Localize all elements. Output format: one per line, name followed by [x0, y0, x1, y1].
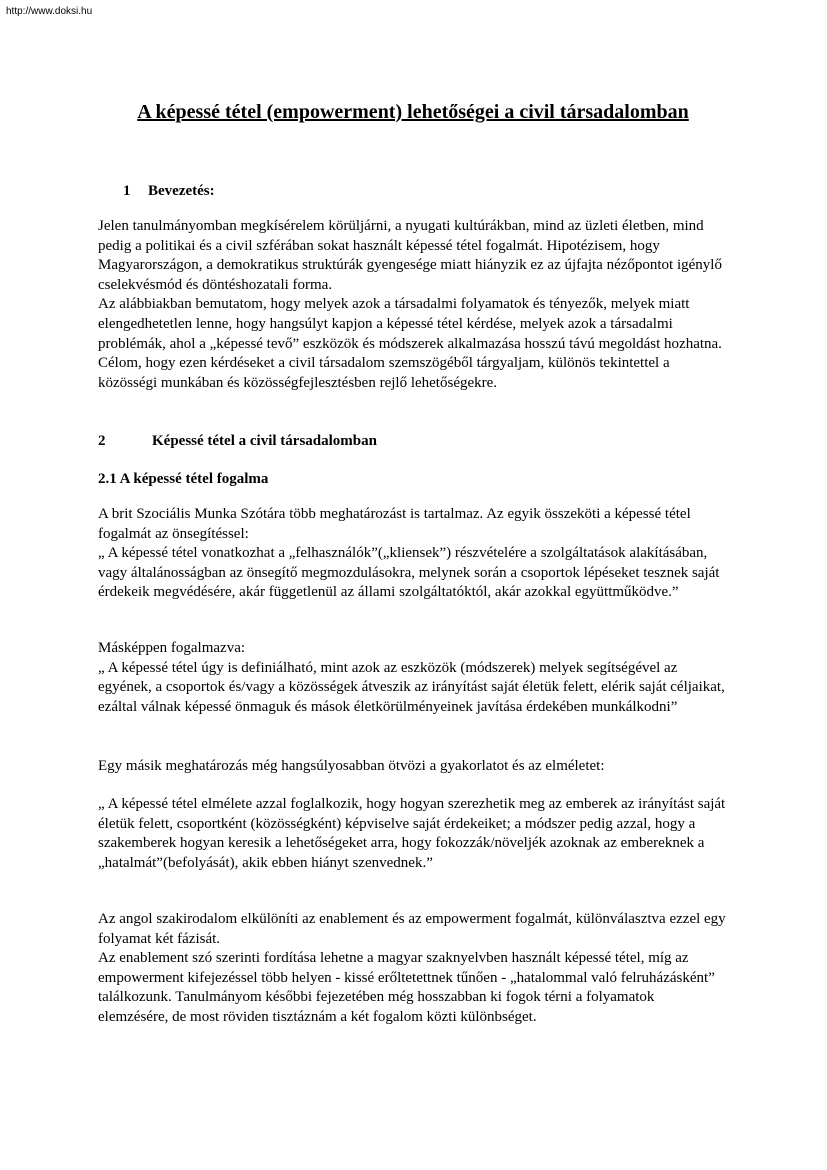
- intro-paragraph: Célom, hogy ezen kérdéseket a civil társadalom szemszögéből tárgyaljam, különös tekintettel a közösségi munkában és közösségfejlesztésben rejlő lehetőségekre.: [98, 355, 670, 391]
- section-2-title: Képessé tétel a civil társadalomban: [152, 433, 377, 449]
- section-2-number: 2: [98, 433, 106, 449]
- definition-block-3-intro: [98, 757, 728, 777]
- source-url: http://www.doksi.hu: [6, 6, 93, 17]
- definition-quote: „ A képessé tétel úgy is definiálható, mint azok az eszközök (módszerek) melyek segítségével az egyének, a csoportok és/vagy a közösségek átveszik az irányítást saját életük felett, elérik saját céljaikat, ezáltal válnak képessé önmaguk és mások életkörülményeinek javítása érdekében munkálkodni”: [98, 659, 725, 715]
- closing-paragraph: Az enablement szó szerinti fordítása lehetne a magyar szaknyelvben használt képessé tétel, míg az empowerment kifejezéssel több helyen - kissé erőltetettnek tűnően - „hatalommal való felruházásként” találkozunk. Tanulmányom későbbi fejezetében még hosszabban ki fogok térni a folyamatok elemzésére, de most röviden tisztáznám a két fogalom közti különbséget.: [98, 950, 715, 1025]
- section-1-heading: [123, 181, 215, 201]
- intro-paragraph: Jelen tanulmányomban megkísérelem körüljárni, a nyugati kultúrákban, mind az üzleti életben, mind pedig a politikai és a civil szférában sokat használt képessé tétel fogalmát. Hipotézisem, hogy Magyarországon, a demokratikus struktúrák gyengesége miatt hiányzik ez az újfajta nézőpontot igénylő cselekvésmód és döntéshozatali forma.: [98, 218, 722, 293]
- section-1-number: 1: [123, 183, 131, 199]
- definition-paragraph: Egy másik meghatározás még hangsúlyosabban ötvözi a gyakorlatot és az elméletet:: [98, 758, 605, 774]
- closing-block: [98, 910, 728, 1028]
- document-title: A képessé tétel (empowerment) lehetőségei a civil társadalomban: [137, 101, 689, 123]
- section-2-1-heading: 2.1 A képessé tétel fogalma: [98, 471, 269, 487]
- closing-paragraph: Az angol szakirodalom elkülöníti az enablement és az empowerment fogalmát, különválasztva ezzel egy folyamat két fázisát.: [98, 911, 726, 947]
- definition-block-1: [98, 505, 728, 603]
- section-2-heading: [98, 431, 377, 451]
- definition-quote: „ A képessé tétel elmélete azzal foglalkozik, hogy hogyan szerezhetik meg az emberek az irányítást saját életük felett, csoportként (közösségként) képviselve saját érdekeiket; a módszer pedig azzal, hogy a szakemberek hogyan keresik a lehetőségeket arra, hogy fokozzák/növeljék azoknak az embereknek a „hatalmát”(befolyását), akik ebben hiányt szenvednek.”: [98, 796, 726, 871]
- section-1-title: Bevezetés:: [148, 183, 215, 199]
- definition-paragraph: A brit Szociális Munka Szótára több meghatározást is tartalmaz. Az egyik összeköti a képessé tétel fogalmát az önsegítéssel:: [98, 506, 691, 542]
- definition-block-3-quote: [98, 795, 728, 873]
- definition-block-2: [98, 639, 728, 717]
- intro-paragraph: Az alábbiakban bemutatom, hogy melyek azok a társadalmi folyamatok és tényezők, melyek miatt elengedhetetlen lenne, hogy hangsúlyt kapjon a képessé tétel kérdése, melyek azok a társadalmi problémák, ahol a „képessé tevő” eszközök és módszerek alkalmazása hosszú távú megoldást hozhatna.: [98, 296, 722, 352]
- definition-quote: „ A képessé tétel vonatkozhat a „felhasználók”(„kliensek”) részvételére a szolgáltatások alakításában, vagy általánosságban az önsegítő megmozdulásokra, melynek során a csoportok lépéseket tesznek saját érdekeik megvédésére, akár függetlenül az állami szolgáltatóktól, akár azokkal együttműködve.”: [98, 545, 720, 601]
- definition-paragraph: Másképpen fogalmazva:: [98, 640, 246, 656]
- intro-block: [98, 217, 728, 393]
